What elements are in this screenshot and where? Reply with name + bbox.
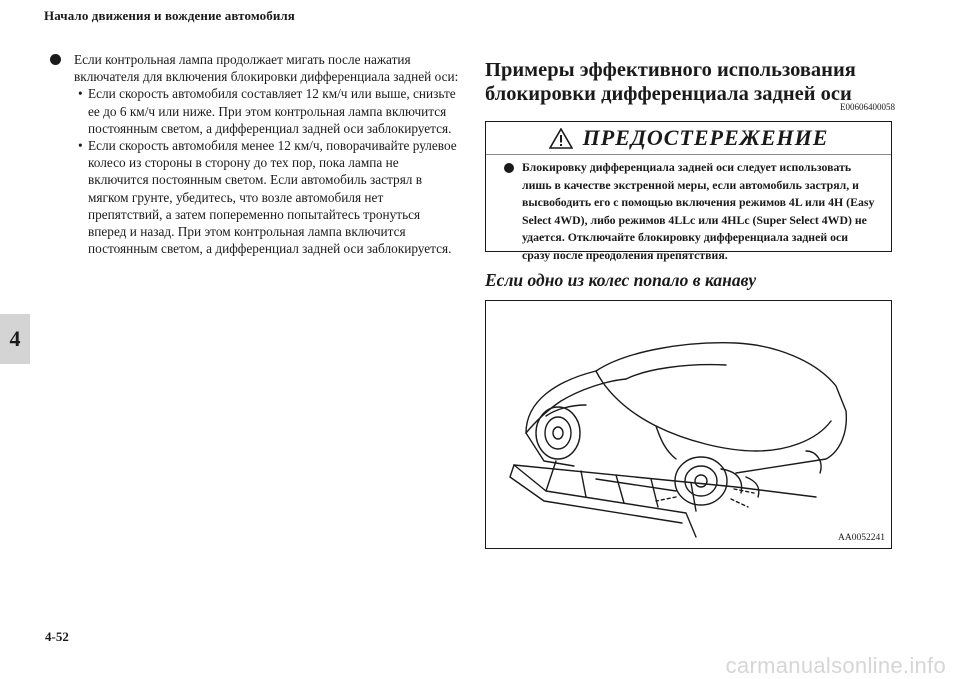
- right-column: [485, 58, 895, 112]
- bullet-text: Если контрольная лампа продолжает мигать после нажатия включателя для включения блокировки дифференциала задней оси:: [74, 52, 459, 85]
- warning-text: Блокировку дифференциала задней оси следует использовать лишь в качестве экстренной меры, если автомобиль застрял, и высвободить его с помощью включения режимов 4L или 4H (Easy Select 4WD), либо режимов 4LLc или 4HLc (Super Select 4WD) не удается. Отключайте блокировку дифференциала задней оси сразу после преодоления препятствия.: [522, 160, 875, 262]
- sub-item-text: Если скорость автомобиля составляет 12 км/ч или выше, снизьте ее до 6 км/ч или ниже. При этом контрольная лампа включится постоянным светом, а дифференциал задней оси заблокируется.: [88, 86, 456, 136]
- bullet-dot-icon: [504, 163, 514, 173]
- warning-triangle-icon: [549, 128, 573, 149]
- watermark: carmanualsonline.info: [725, 653, 946, 678]
- bullet-paragraph: [50, 51, 460, 257]
- warning-box: [485, 121, 892, 262]
- subsection-title: Если одно из колес попало в канаву: [485, 270, 757, 290]
- section-title: Примеры эффективного использования блокировки дифференциала задней оси: [485, 59, 856, 105]
- sub-item-text: Если скорость автомобиля менее 12 км/ч, поворачивайте рулевое колесо из стороны в сторону до тех пор, пока лампа не включится постоянным светом. Если автомобиль застрял в мягком грунте, убедитесь, что возле автомобиля нет препятствий, а затем попеременно попытайтесь тронуться вперед и назад. При этом контрольная лампа включится постоянным светом, а дифференциал задней оси заблокируется.: [88, 138, 457, 257]
- chapter-number: 4: [9, 326, 21, 351]
- sub-bullet-icon: •: [78, 138, 83, 154]
- running-header: Начало движения и вождение автомобиля: [44, 8, 295, 23]
- bullet-dot-icon: [50, 54, 61, 65]
- figure-code: AA0052241: [838, 533, 885, 543]
- section-code: E00606400058: [840, 102, 895, 112]
- sub-item: [74, 85, 460, 137]
- sub-bullet-icon: •: [78, 86, 83, 102]
- chapter-tab: [0, 314, 30, 364]
- figure-frame: [485, 300, 892, 549]
- warning-header: [486, 122, 891, 155]
- vehicle-in-ditch-illustration: [486, 301, 891, 548]
- sub-item: [74, 137, 460, 257]
- warning-body: [486, 155, 891, 264]
- page-number: 4-52: [45, 629, 69, 644]
- warning-title: ПРЕДОСТЕРЕЖЕНИЕ: [582, 125, 829, 150]
- left-column: [50, 51, 460, 257]
